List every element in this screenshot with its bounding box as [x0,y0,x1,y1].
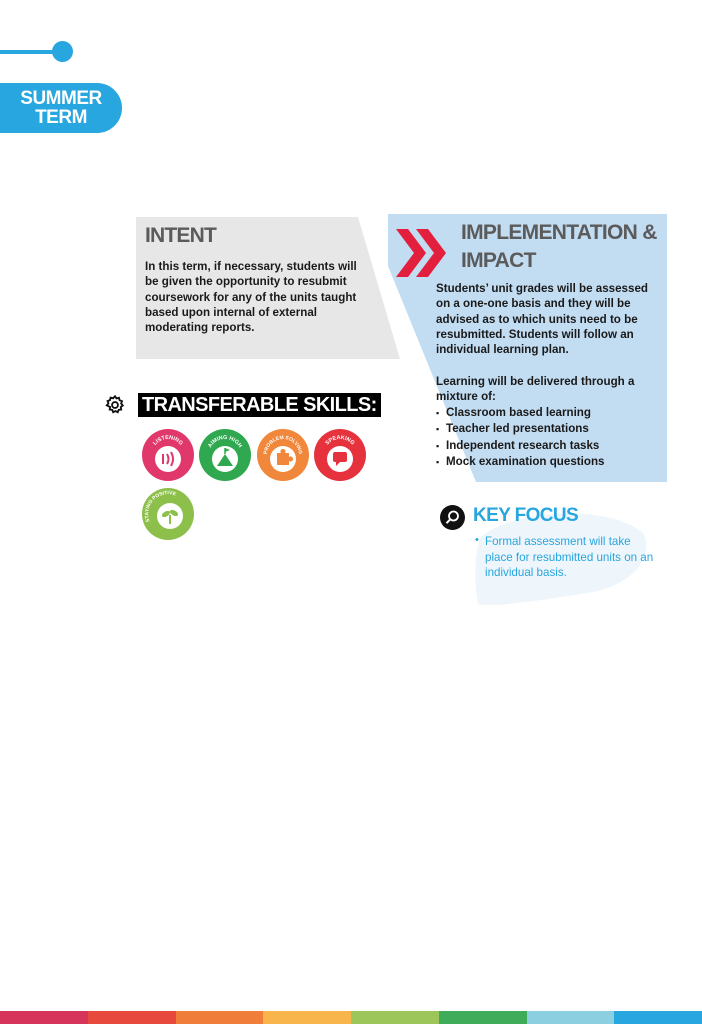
badge-label: PROBLEM SOLVING [262,434,304,455]
badge-label: LISTENING [152,434,184,447]
speaking-badge [314,429,366,481]
intent-title: INTENT [145,224,217,247]
implementation-list [436,405,604,471]
intent-text: In this term, if necessary, students will be given the opportunity to resubmit coursework for any of the units taught based upon internal of external moderating reports. [145,260,357,335]
puzzle-piece-icon [257,429,309,481]
skills-title: TRANSFERABLE SKILLS: [138,393,381,417]
badge-label: STAYING POSITIVE [144,490,177,523]
badge-label: SPEAKING [324,434,356,447]
list-item: ▪ Teacher led presentations [436,421,604,437]
staying-positive-badge [142,488,194,540]
header-line [0,50,56,54]
sprout-icon [142,488,194,540]
key-focus-title: KEY FOCUS [473,505,579,526]
aiming-high-badge [199,429,251,481]
listening-badge [142,429,194,481]
strip-segment [263,1011,351,1024]
speech-bubble-icon [314,429,366,481]
strip-segment [0,1011,88,1024]
strip-segment [176,1011,264,1024]
badge-label: AIMING HIGH [207,434,243,449]
term-tab [0,83,122,133]
strip-segment [527,1011,615,1024]
implementation-title: IMPLEMENTATION & IMPACT [461,221,657,272]
color-strip [0,1011,702,1024]
bullet-dot: • [475,534,479,546]
strip-segment [439,1011,527,1024]
magnifier-icon [440,505,465,530]
implementation-paragraph-2: Learning will be delivered through a mixture of: [436,375,635,404]
implementation-paragraph-1: Students’ unit grades will be assessed on a one-one basis and they will be advised as to which units need to be resubmitted. Students will follow an individual learning plan. [436,282,648,357]
double-chevron-right-icon [396,225,454,281]
gear-icon [104,394,126,416]
key-focus-text: Formal assessment will take place for resubmitted units on an individual basis. [485,535,654,579]
list-item: ▪ Independent research tasks [436,438,604,454]
strip-segment [88,1011,176,1024]
mountain-flag-icon [199,429,251,481]
strip-segment [351,1011,439,1024]
list-item: ▪ Classroom based learning [436,405,604,421]
problem-solving-badge [257,429,309,481]
header-dot [52,41,73,62]
sound-waves-icon [142,429,194,481]
term-label-line2: TERM [35,107,87,128]
list-item: ▪ Mock examination questions [436,454,604,470]
strip-segment [614,1011,702,1024]
term-label-line1: SUMMER [20,88,102,109]
